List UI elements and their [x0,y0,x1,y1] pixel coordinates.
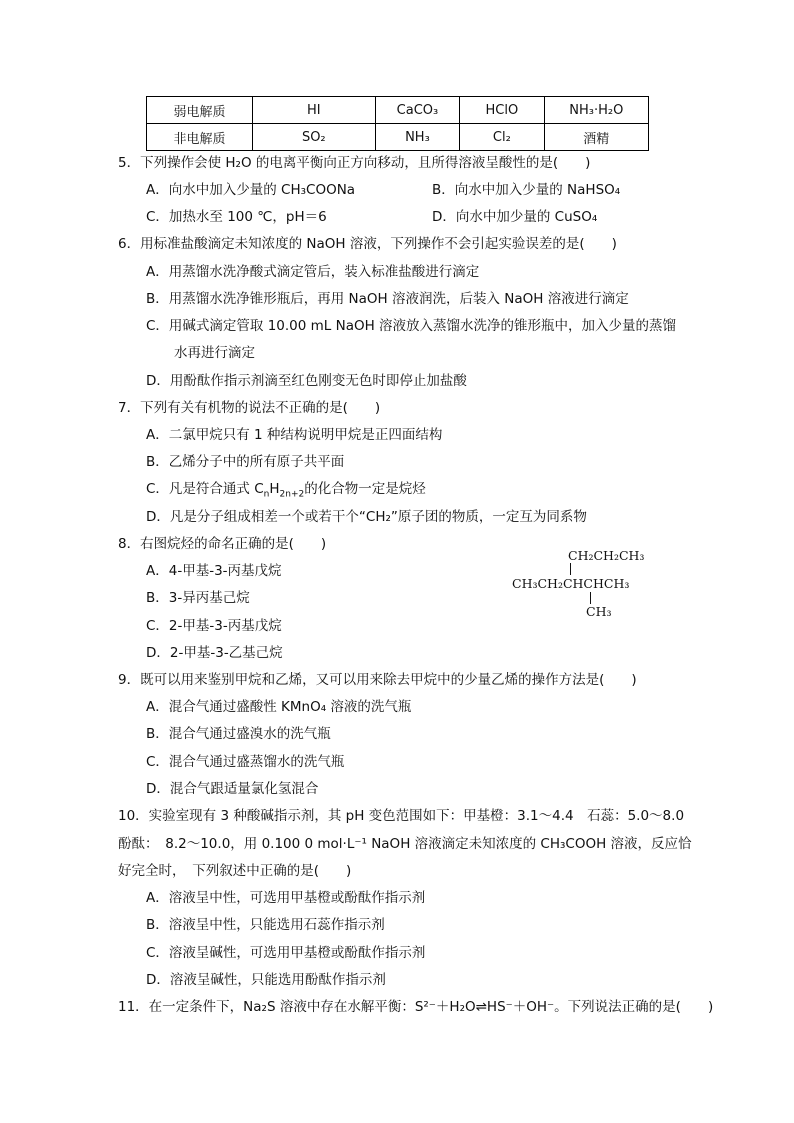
electrolyte-table [146,96,649,151]
q6-option-b: B．用蒸馏水洗净锥形瓶后，再用 NaOH 溶液润洗，后装入 NaOH 溶液进行滴定 [146,291,629,307]
q5-option-a: A．向水中加入少量的 CH₃COONa [146,182,356,198]
table-cell: 弱电解质 [147,97,253,124]
q10-option-b: B．溶液呈中性，只能选用石蕊作指示剂 [146,917,385,933]
q8-option-a: A．4-甲基-3-丙基戊烷 [146,563,282,579]
q6-option-d: D．用酚酞作指示剂滴至红色刚变无色时即停止加盐酸 [146,373,467,389]
q7-c-hydrogen: H [269,481,280,497]
structure-bond-top [570,563,571,575]
q8-option-b: B．3-异丙基己烷 [146,590,250,606]
alkane-structure [512,548,662,624]
table-cell: HClO [460,97,544,124]
q7-c-subscript-n: n [263,489,270,500]
question-6-stem: 6．用标准盐酸滴定未知浓度的 NaOH 溶液，下列操作不会引起实验误差的是( ) [118,236,617,252]
q6-option-c: C．用碱式滴定管取 10.00 mL NaOH 溶液放入蒸馏水洗净的锥形瓶中，加入少量的蒸馏 [146,318,677,334]
q5-option-d: D．向水中加少量的 CuSO₄ [432,209,598,225]
structure-main-chain: CH₃CH₂CHCHCH₃ [512,576,630,591]
table-cell: SO₂ [252,124,375,151]
table-cell: Cl₂ [460,124,544,151]
q9-option-d: D．混合气跟适量氯化氢混合 [146,781,319,797]
q6-option-a: A．用蒸馏水洗净酸式滴定管后，装入标准盐酸进行滴定 [146,264,480,280]
table-row [147,97,649,124]
q9-option-a: A．混合气通过盛酸性 KMnO₄ 溶液的洗气瓶 [146,699,412,715]
table-cell: CaCO₃ [375,97,459,124]
q8-option-c: C．2-甲基-3-丙基戊烷 [146,618,282,634]
structure-branch-top: CH₂CH₂CH₃ [568,548,645,563]
question-5-stem: 5．下列操作会使 H₂O 的电离平衡向正方向移动，且所得溶液呈酸性的是( ) [118,155,591,171]
q7-option-c [146,481,426,500]
q9-option-b: B．混合气通过盛溴水的洗气瓶 [146,726,331,742]
question-10-line-1: 10．实验室现有 3 种酸碱指示剂，其 pH 变色范围如下：甲基橙：3.1～4.4 石蕊：5.0～8.0 [118,808,685,824]
question-11-stem: 11．在一定条件下，Na₂S 溶液中存在水解平衡：S²⁻＋H₂O⇌HS⁻＋OH⁻。下列说法正确的是( ) [118,999,714,1015]
question-7-stem: 7．下列有关有机物的说法不正确的是( ) [118,400,381,416]
q7-option-d: D．凡是分子组成相差一个或若干个“CH₂”原子团的物质，一定互为同系物 [146,509,587,525]
q8-option-d: D．2-甲基-3-乙基己烷 [146,645,283,661]
q7-option-b: B．乙烯分子中的所有原子共平面 [146,454,345,470]
q10-option-c: C．溶液呈碱性，可选用甲基橙或酚酞作指示剂 [146,945,426,961]
structure-branch-bottom: CH₃ [586,604,612,619]
q5-option-c: C．加热水至 100 ℃，pH＝6 [146,209,327,225]
q7-c-suffix: 的化合物一定是烷烃 [304,481,426,497]
question-8-stem: 8．右图烷烃的命名正确的是( ) [118,536,327,552]
question-10-line-2: 酚酞： 8.2～10.0，用 0.100 0 mol·L⁻¹ NaOH 溶液滴定未知浓度的 CH₃COOH 溶液，反应恰 [118,836,692,852]
table-cell: 非电解质 [147,124,253,151]
question-10-line-3: 好完全时， 下列叙述中正确的是( ) [118,863,352,879]
structure-bond-bottom [590,592,591,604]
q5-option-b: B．向水中加入少量的 NaHSO₄ [432,182,621,198]
q7-c-prefix: C．凡是符合通式 C [146,481,264,497]
question-9-stem: 9．既可以用来鉴别甲烷和乙烯，又可以用来除去甲烷中的少量乙烯的操作方法是( ) [118,672,637,688]
table-row [147,124,649,151]
table-cell: NH₃ [375,124,459,151]
q6-option-c-continued: 水再进行滴定 [174,345,255,361]
table-cell: NH₃·H₂O [544,97,648,124]
table-cell: 酒精 [544,124,648,151]
table-cell: HI [252,97,375,124]
q7-option-a: A．二氯甲烷只有 1 种结构说明甲烷是正四面结构 [146,427,443,443]
q7-c-subscript-2n2: 2n+2 [279,489,305,500]
q10-option-a: A．溶液呈中性，可选用甲基橙或酚酞作指示剂 [146,890,426,906]
q9-option-c: C．混合气通过盛蒸馏水的洗气瓶 [146,754,345,770]
q10-option-d: D．溶液呈碱性，只能选用酚酞作指示剂 [146,972,386,988]
